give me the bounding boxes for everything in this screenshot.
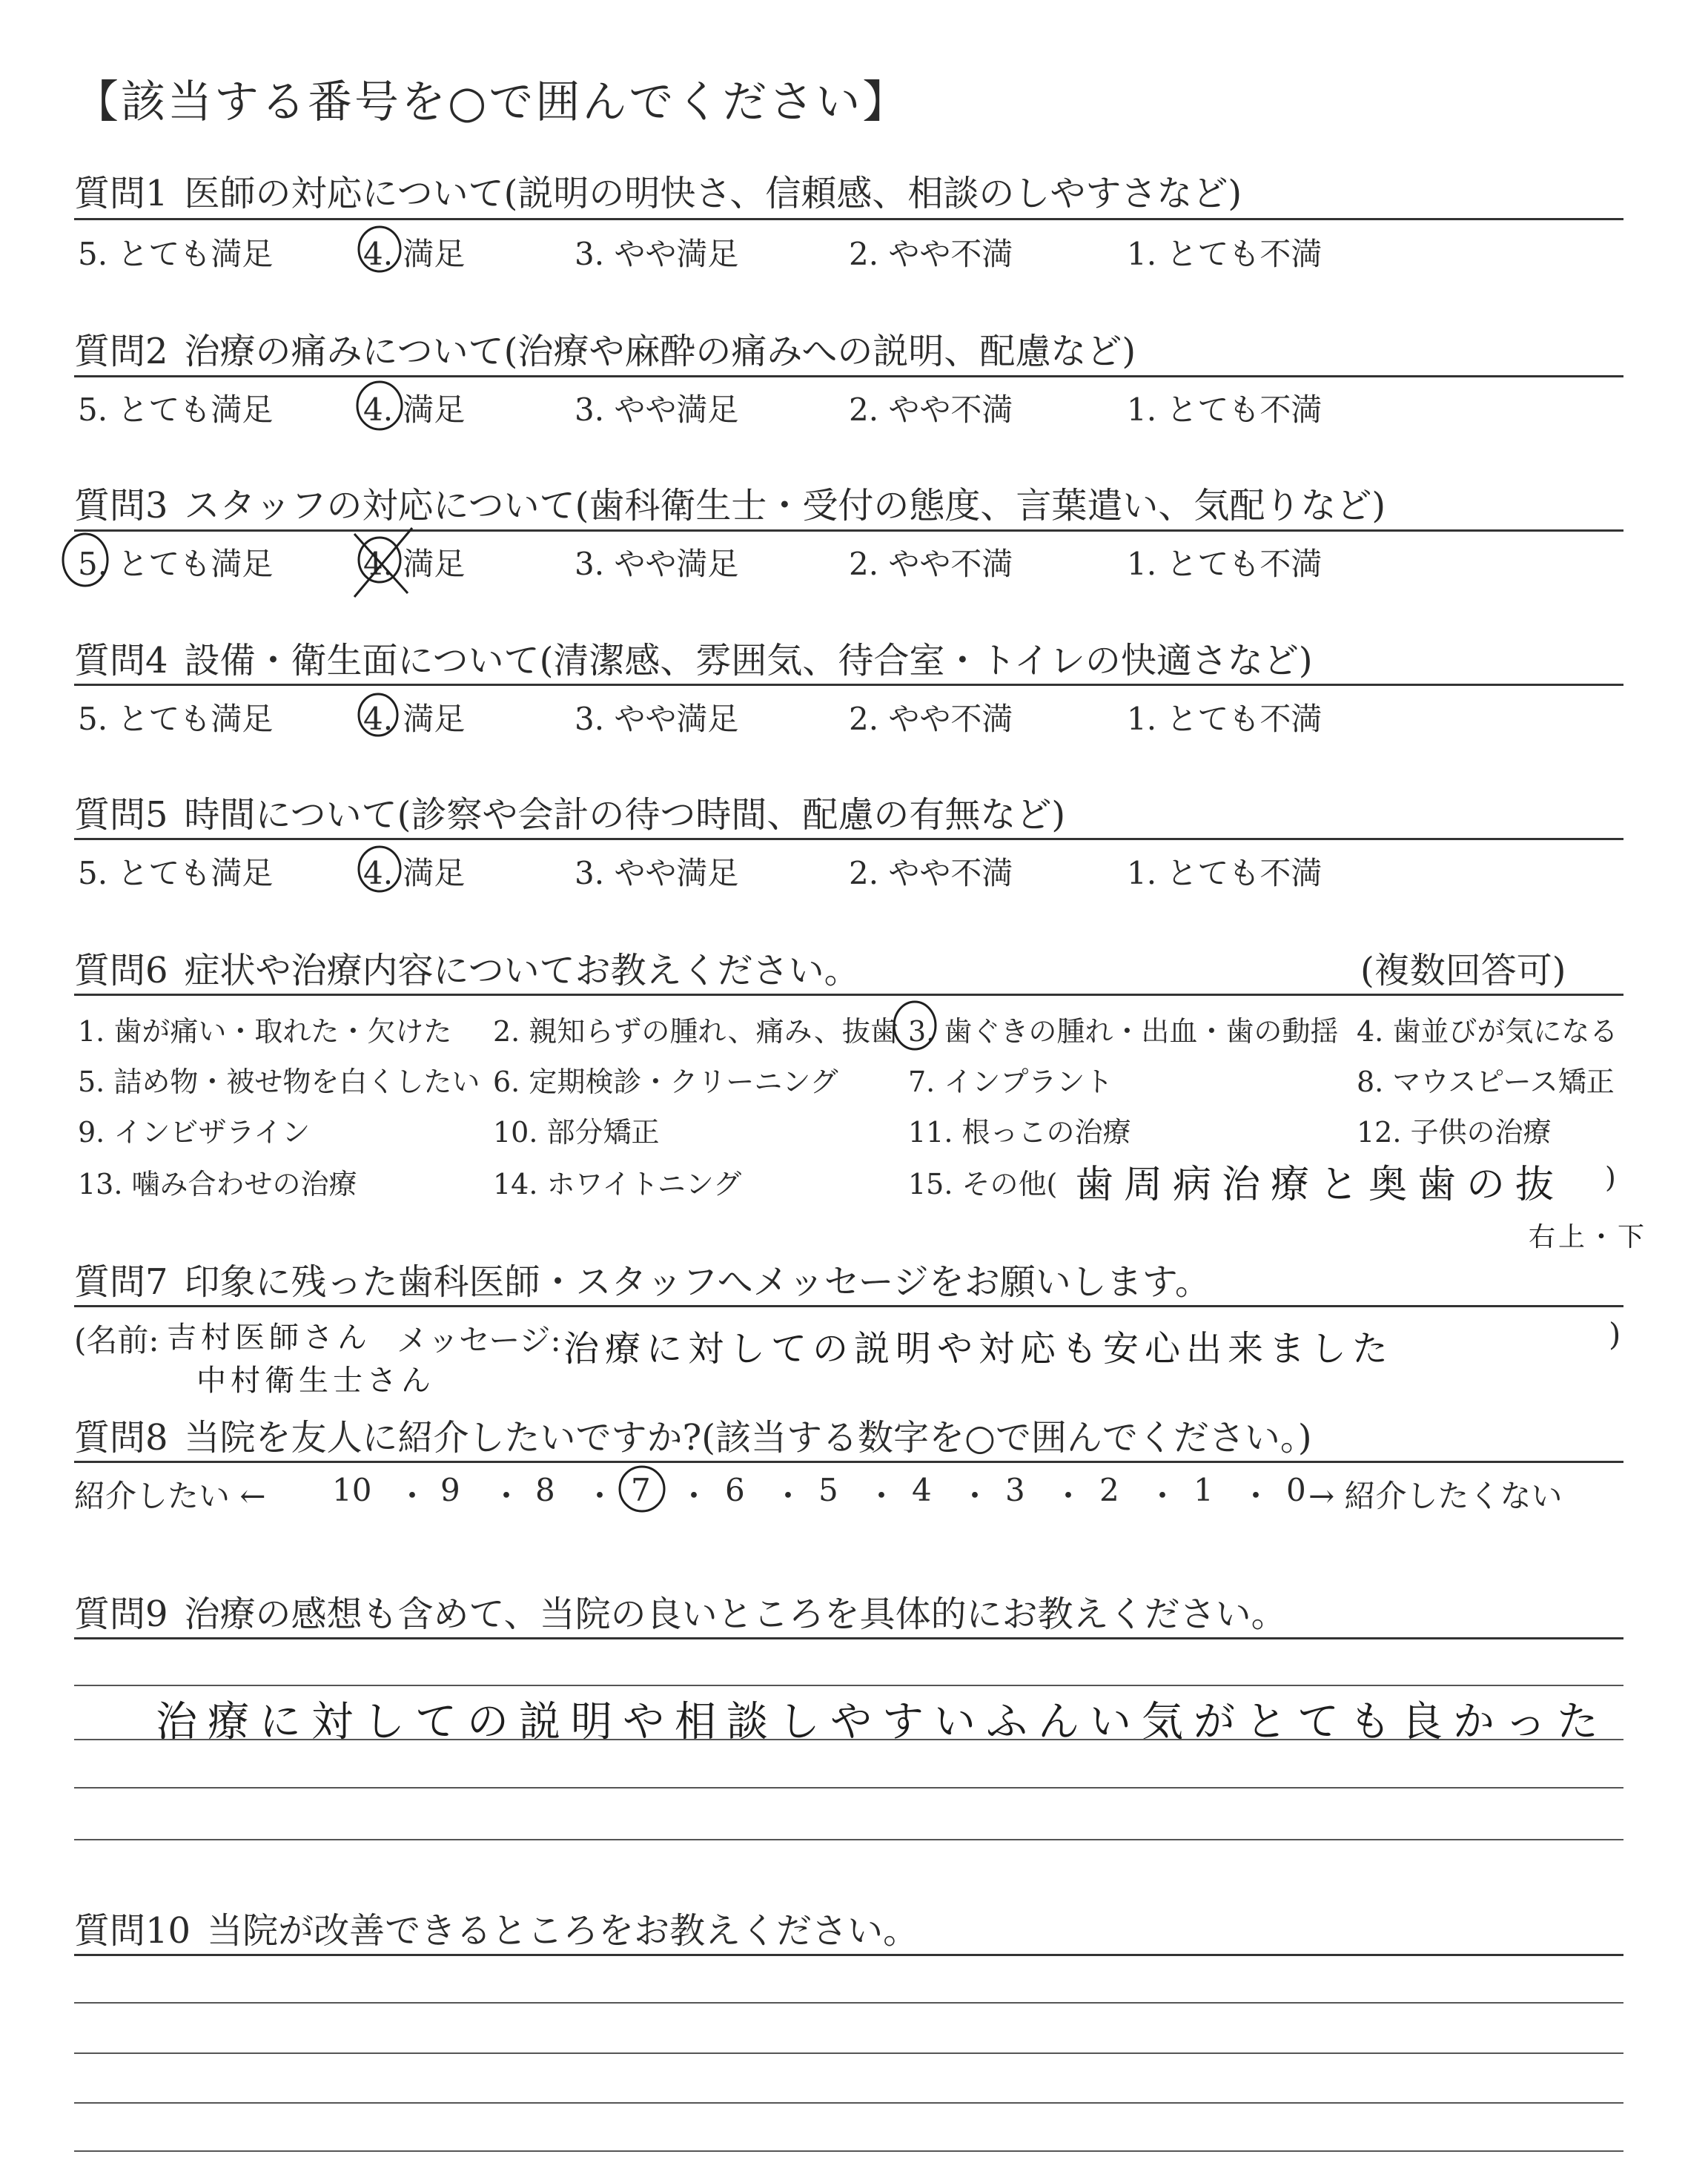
question-4-heading [74,632,1313,683]
q2-option-2[interactable]: 2. やや不満 [849,392,1013,428]
question-6-text: 症状や治療内容についてお教えください。 [184,950,860,991]
q3-option-3[interactable]: 3. やや満足 [575,546,739,582]
q6-option-3[interactable]: 3. 歯ぐきの腫れ・出血・歯の動揺 [908,1015,1339,1048]
q6-option-12[interactable]: 12. 子供の治療 [1357,1116,1552,1149]
question-4-text: 設備・衛生面について(清潔感、雰囲気、待合室・トイレの快適さなど) [184,640,1313,681]
question-9-number: 質問9 [74,1593,168,1635]
q6-option-10[interactable]: 10. 部分矯正 [493,1116,660,1149]
question-3-rule [74,529,1623,532]
q8-scale-8[interactable]: 8 [535,1472,555,1508]
q7-message-label: メッセージ: [397,1322,561,1358]
q4-option-1[interactable]: 1. とても不満 [1127,701,1323,737]
answer-line [74,1739,1623,1740]
question-2-number: 質問2 [74,331,168,372]
question-8-number: 質問8 [74,1417,168,1459]
q8-scale-5[interactable]: 5 [818,1472,838,1508]
answer-line [74,2052,1623,2054]
q8-scale-3[interactable]: 3 [1005,1472,1025,1508]
question-10-heading [74,1902,918,1953]
q6-option-6[interactable]: 6. 定期検診・クリーニング [493,1066,838,1098]
answer-line [74,1839,1623,1840]
page-title: 【該当する番号を○で囲んでください】 [74,76,910,128]
q8-separator: ・ [866,1478,898,1514]
q8-separator: ・ [1053,1478,1085,1514]
question-7-heading [74,1253,1211,1304]
question-9-text: 治療の感想も含めて、当院の良いところを具体的にお教えください。 [184,1593,1287,1635]
q1-option-5[interactable]: 5. とても満足 [78,236,274,272]
q8-separator: ・ [1240,1478,1272,1514]
question-2-text: 治療の痛みについて(治療や麻酔の痛みへの説明、配慮など) [184,331,1136,372]
q8-separator: ・ [959,1478,991,1514]
answer-line [74,2150,1623,2152]
q4-option-5[interactable]: 5. とても満足 [78,701,274,737]
question-5-number: 質問5 [74,794,168,836]
q8-right-label: → 紹介したくない [1308,1478,1563,1514]
answer-line [74,1685,1623,1686]
q8-separator: ・ [678,1478,710,1514]
question-5-rule [74,838,1623,840]
q7-close-paren: ) [1609,1316,1621,1353]
question-5-heading [74,786,1065,837]
q8-scale-6[interactable]: 6 [725,1472,745,1508]
question-4-rule [74,684,1623,686]
q1-option-1[interactable]: 1. とても不満 [1127,236,1323,272]
q8-scale-7[interactable]: 7 [631,1472,651,1508]
question-1-heading [74,165,1242,216]
q7-name-handwritten-1: 吉村医師さん [167,1321,371,1355]
q4-option-4[interactable]: 4. 満足 [363,701,466,737]
question-7-number: 質問7 [74,1261,168,1303]
q2-option-5[interactable]: 5. とても満足 [78,392,274,428]
question-3-number: 質問3 [74,485,168,526]
question-9-rule [74,1637,1623,1639]
question-10-text: 当院が改善できるところをお教えください。 [207,1910,919,1952]
q6-option-7[interactable]: 7. インプラント [908,1066,1113,1098]
question-6-note: (複数回答可) [1360,950,1566,991]
q8-scale-1[interactable]: 1 [1194,1472,1214,1508]
q6-option-5[interactable]: 5. 詰め物・被せ物を白くしたい [78,1066,480,1098]
question-5-text: 時間について(診察や会計の待つ時間、配慮の有無など) [184,794,1066,836]
q8-scale-0[interactable]: 0 [1286,1472,1306,1508]
q6-other-handwritten: 歯周病治療と奥歯の抜 [1075,1163,1565,1207]
q2-option-4[interactable]: 4. 満足 [363,392,466,428]
q5-option-5[interactable]: 5. とても満足 [78,855,274,891]
q5-option-4[interactable]: 4. 満足 [363,855,466,891]
q2-option-3[interactable]: 3. やや満足 [575,392,739,428]
question-7-rule [74,1305,1623,1307]
q8-scale-9[interactable]: 9 [440,1472,460,1508]
q1-option-4[interactable]: 4. 満足 [363,236,466,272]
q5-option-2[interactable]: 2. やや不満 [849,855,1013,891]
q6-option-11[interactable]: 11. 根っこの治療 [908,1116,1131,1149]
q4-option-3[interactable]: 3. やや満足 [575,701,739,737]
question-10-rule [74,1954,1623,1956]
question-8-rule [74,1461,1623,1463]
q4-option-2[interactable]: 2. やや不満 [849,701,1013,737]
q7-message-handwritten: 治療に対しての説明や対応も安心出来ました [563,1328,1394,1370]
question-6-number: 質問6 [74,950,168,991]
question-2-heading [74,323,1136,374]
q3-option-1[interactable]: 1. とても不満 [1127,546,1323,582]
q8-left-label: 紹介したい ← [74,1478,266,1514]
q5-option-1[interactable]: 1. とても不満 [1127,855,1323,891]
question-6-rule [74,994,1623,996]
question-2-rule [74,375,1623,377]
q3-option-4[interactable]: 4. 満足 [363,546,466,582]
question-4-number: 質問4 [74,640,168,681]
answer-line [74,2002,1623,2004]
q3-option-5[interactable]: 5. とても満足 [78,546,274,582]
q6-other-note: 右上・下 [1529,1222,1648,1252]
q1-option-2[interactable]: 2. やや不満 [849,236,1013,272]
q7-name-label: (名前: [74,1322,159,1358]
q8-separator: ・ [584,1478,616,1514]
q7-name-handwritten-2: 中村衛生士さん [196,1364,435,1398]
q6-option-13[interactable]: 13. 噛み合わせの治療 [78,1168,357,1200]
q3-option-2[interactable]: 2. やや不満 [849,546,1013,582]
q2-option-1[interactable]: 1. とても不満 [1127,392,1323,428]
q6-option-14[interactable]: 14. ホワイトニング [493,1168,742,1200]
q9-answer-handwritten[interactable]: 治療に対しての説明や相談しやすいふんい気がとても良かった [156,1698,1609,1746]
question-1-rule [74,218,1623,220]
q8-scale-4[interactable]: 4 [912,1472,932,1508]
q6-option-1[interactable]: 1. 歯が痛い・取れた・欠けた [78,1015,452,1048]
question-1-number: 質問1 [74,173,168,214]
question-9-heading [74,1585,1287,1636]
q6-option-8[interactable]: 8. マウスピース矯正 [1357,1066,1615,1098]
question-8-heading [74,1409,1312,1460]
q8-separator: ・ [772,1478,804,1514]
question-10-number: 質問10 [74,1910,191,1952]
q6-option-2[interactable]: 2. 親知らずの腫れ、痛み、抜歯 [493,1015,898,1048]
q8-separator: ・ [397,1478,428,1514]
q6-option-15[interactable]: 15. その他( [908,1168,1058,1200]
question-3-heading [74,477,1386,528]
q6-option-9[interactable]: 9. インビザライン [78,1116,311,1149]
q8-separator: ・ [1147,1478,1179,1514]
q1-option-3[interactable]: 3. やや満足 [575,236,739,272]
q8-scale-10[interactable]: 10 [332,1472,372,1508]
question-6-heading [74,942,860,993]
q8-separator: ・ [491,1478,523,1514]
q8-scale-2[interactable]: 2 [1099,1472,1119,1508]
q6-option-4[interactable]: 4. 歯並びが気になる [1357,1015,1618,1048]
question-1-text: 医師の対応について(説明の明快さ、信頼感、相談のしやすさなど) [184,173,1242,214]
q6-other-close-paren: ) [1605,1161,1616,1194]
q5-option-3[interactable]: 3. やや満足 [575,855,739,891]
question-3-text: スタッフの対応について(歯科衛生士・受付の態度、言葉遣い、気配りなど) [184,485,1386,526]
answer-line [74,1787,1623,1789]
question-8-text: 当院を友人に紹介したいですか?(該当する数字を○で囲んでください。) [184,1417,1312,1459]
question-7-text: 印象に残った歯科医師・スタッフへメッセージをお願いします。 [184,1261,1211,1303]
answer-line [74,2102,1623,2104]
